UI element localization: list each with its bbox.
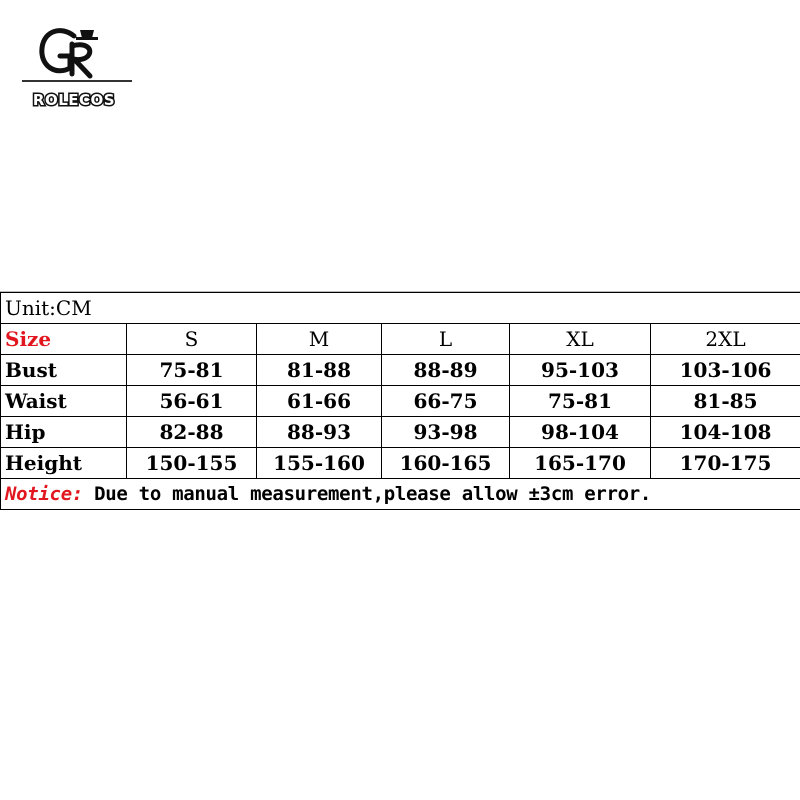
row-label-bust: Bust xyxy=(1,355,127,386)
table-cell: 82-88 xyxy=(127,417,257,448)
table-cell: 155-160 xyxy=(257,448,382,479)
table-cell: 160-165 xyxy=(382,448,510,479)
table-cell: 81-88 xyxy=(257,355,382,386)
row-label-hip: Hip xyxy=(1,417,127,448)
notice-cell xyxy=(1,479,800,510)
size-2xl: 2XL xyxy=(651,324,800,355)
table-cell: 98-104 xyxy=(510,417,651,448)
notice-label: Notice: xyxy=(5,483,83,505)
unit-row xyxy=(1,293,800,324)
table-cell: 88-89 xyxy=(382,355,510,386)
size-header-label: Size xyxy=(1,324,127,355)
rolecos-wordmark-icon xyxy=(24,88,124,110)
table-cell: 95-103 xyxy=(510,355,651,386)
table-cell: 93-98 xyxy=(382,417,510,448)
logo-divider xyxy=(22,80,132,82)
row-label-height: Height xyxy=(1,448,127,479)
notice-row xyxy=(1,479,800,510)
gr-monogram-icon xyxy=(22,22,132,82)
table-cell: 103-106 xyxy=(651,355,800,386)
table-cell: 75-81 xyxy=(510,386,651,417)
unit-label: Unit:CM xyxy=(1,293,800,324)
table-cell: 150-155 xyxy=(127,448,257,479)
size-l: L xyxy=(382,324,510,355)
table-cell: 165-170 xyxy=(510,448,651,479)
notice-text: Due to manual measurement,please allow ±3cm error. xyxy=(82,483,652,505)
table-row xyxy=(1,417,800,448)
table-row xyxy=(1,448,800,479)
table-row xyxy=(1,386,800,417)
size-m: M xyxy=(257,324,382,355)
table-cell: 66-75 xyxy=(382,386,510,417)
table-cell: 81-85 xyxy=(651,386,800,417)
table-cell: 104-108 xyxy=(651,417,800,448)
size-chart-table xyxy=(0,292,800,510)
table-row xyxy=(1,355,800,386)
size-xl: XL xyxy=(510,324,651,355)
brand-wordmark xyxy=(24,88,124,110)
table-cell: 61-66 xyxy=(257,386,382,417)
size-header-row xyxy=(1,324,800,355)
table-cell: 170-175 xyxy=(651,448,800,479)
row-label-waist: Waist xyxy=(1,386,127,417)
table-cell: 88-93 xyxy=(257,417,382,448)
svg-text:ROLECOS: ROLECOS xyxy=(32,91,116,109)
table-cell: 75-81 xyxy=(127,355,257,386)
table-cell: 56-61 xyxy=(127,386,257,417)
size-s: S xyxy=(127,324,257,355)
